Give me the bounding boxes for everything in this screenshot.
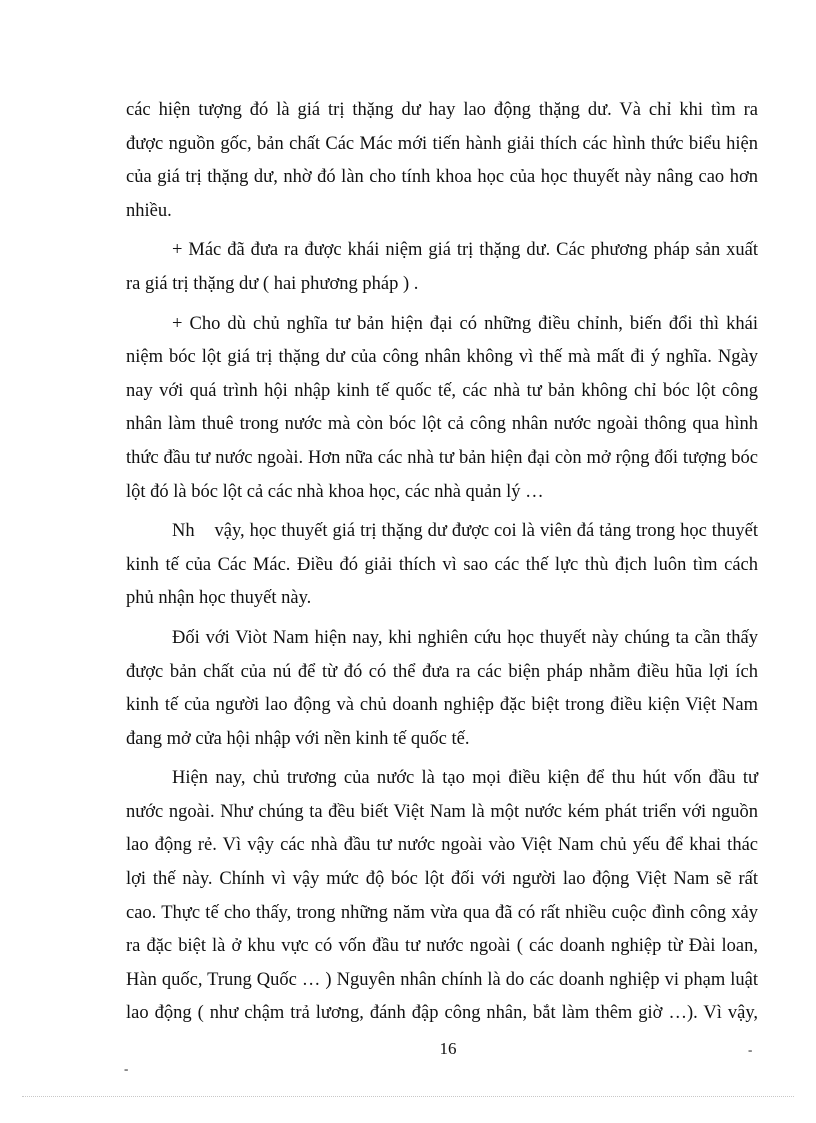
paragraph-2 xyxy=(126,234,758,301)
text-line: kinh tế của Các Mác. Điều đó giải thích vì sao các thế lực thù địch luôn tìm cách xyxy=(126,554,758,575)
text-line: Nh vậy, học thuyết giá trị thặng dư được coi là viên đá tảng trong học thuyết xyxy=(172,521,758,542)
page-number: 16 xyxy=(439,1039,457,1058)
paragraph-6 xyxy=(126,762,758,1031)
body-text xyxy=(126,94,758,1032)
paragraph-1 xyxy=(126,94,758,228)
text-line: của giá trị thặng dư, nhờ đó làn cho tính khoa học của học thuyết này nâng cao hơn xyxy=(126,167,758,188)
page-bottom-rule xyxy=(22,1096,794,1097)
paragraph-4 xyxy=(126,515,758,616)
text-line: được nguồn gốc, bản chất Các Mác mới tiến hành giải thích các hình thức biểu hiện xyxy=(126,133,758,154)
text-line: Hiện nay, chủ trương của nước là tạo mọi điều kiện để thu hút vốn đầu tư xyxy=(172,768,758,789)
text-line: nhiều. xyxy=(126,200,172,221)
text-line: các hiện tượng đó là giá trị thặng dư hay lao động thặng dư. Và chỉ khi tìm ra xyxy=(126,100,758,120)
text-line: kinh tế của người lao động và chủ doanh nghiệp đặc biệt trong điều kiện Việt Nam xyxy=(126,695,758,716)
text-line: Đối với Viòt Nam hiện nay, khi nghiên cứu học thuyết này chúng ta cần thấy xyxy=(172,627,758,648)
text-line: nhân làm thuê trong nước mà còn bóc lột cả công nhân nước ngoài thông qua hình xyxy=(126,414,758,435)
text-line: + Cho dù chủ nghĩa tư bản hiện đại có những điều chỉnh, biến đổi thì khái xyxy=(172,313,758,334)
paragraph-3 xyxy=(126,308,758,510)
text-line: thức đầu tư nước ngoài. Hơn nữa các nhà tư bản hiện đại còn mở rộng đối tượng bóc xyxy=(126,447,758,468)
text-line: lột đó là bóc lột cả các nhà khoa học, các nhà quản lý … xyxy=(126,481,544,502)
text-line: phủ nhận học thuyết này. xyxy=(126,588,312,609)
text-line: lao động rẻ. Vì vậy các nhà đầu tư nước ngoài vào Việt Nam chủ yếu để khai thác xyxy=(126,835,758,856)
footer-dash-right: - xyxy=(748,1042,753,1057)
text-line: đang mở cửa hội nhập với nền kinh tế quốc tế. xyxy=(126,728,470,749)
text-line: ra giá trị thặng dư ( hai phương pháp ) . xyxy=(126,273,419,294)
text-line: nước ngoài. Như chúng ta đều biết Việt Nam là một nước kém phát triển với nguồn xyxy=(126,801,758,822)
footer-dash-left: - xyxy=(124,1061,129,1076)
text-line: + Mác đã đưa ra được khái niệm giá trị thặng dư. Các phương pháp sản xuất xyxy=(172,240,758,261)
text-line: ra đặc biệt là ở khu vực có vốn đầu tư nước ngoài ( các doanh nghiệp từ Đài loan, xyxy=(126,936,758,957)
text-line: được bản chất của nú để từ đó có thể đưa ra các biện pháp nhằm điều hũa lợi ích xyxy=(126,661,758,682)
text-line: lao động ( như chậm trả lương, đánh đập công nhân, bắt làm thêm giờ …). Vì vậy, xyxy=(126,1003,758,1024)
text-line: lợi thế này. Chính vì vậy mức độ bóc lột đối với người lao động Việt Nam sẽ rất xyxy=(126,869,758,890)
text-line: Hàn quốc, Trung Quốc … ) Nguyên nhân chính là do các doanh nghiệp vi phạm luật xyxy=(126,969,758,990)
paragraph-5 xyxy=(126,622,758,756)
text-line: nay với quá trình hội nhập kinh tế quốc tế, các nhà tư bản không chỉ bóc lột công xyxy=(126,380,758,401)
text-line: niệm bóc lột giá trị thặng dư của công nhân không vì thế mà mất đi ý nghĩa. Ngày xyxy=(126,347,758,368)
text-line: cao. Thực tế cho thấy, trong những năm vừa qua đã có rất nhiều cuộc đình công xảy xyxy=(126,902,758,923)
